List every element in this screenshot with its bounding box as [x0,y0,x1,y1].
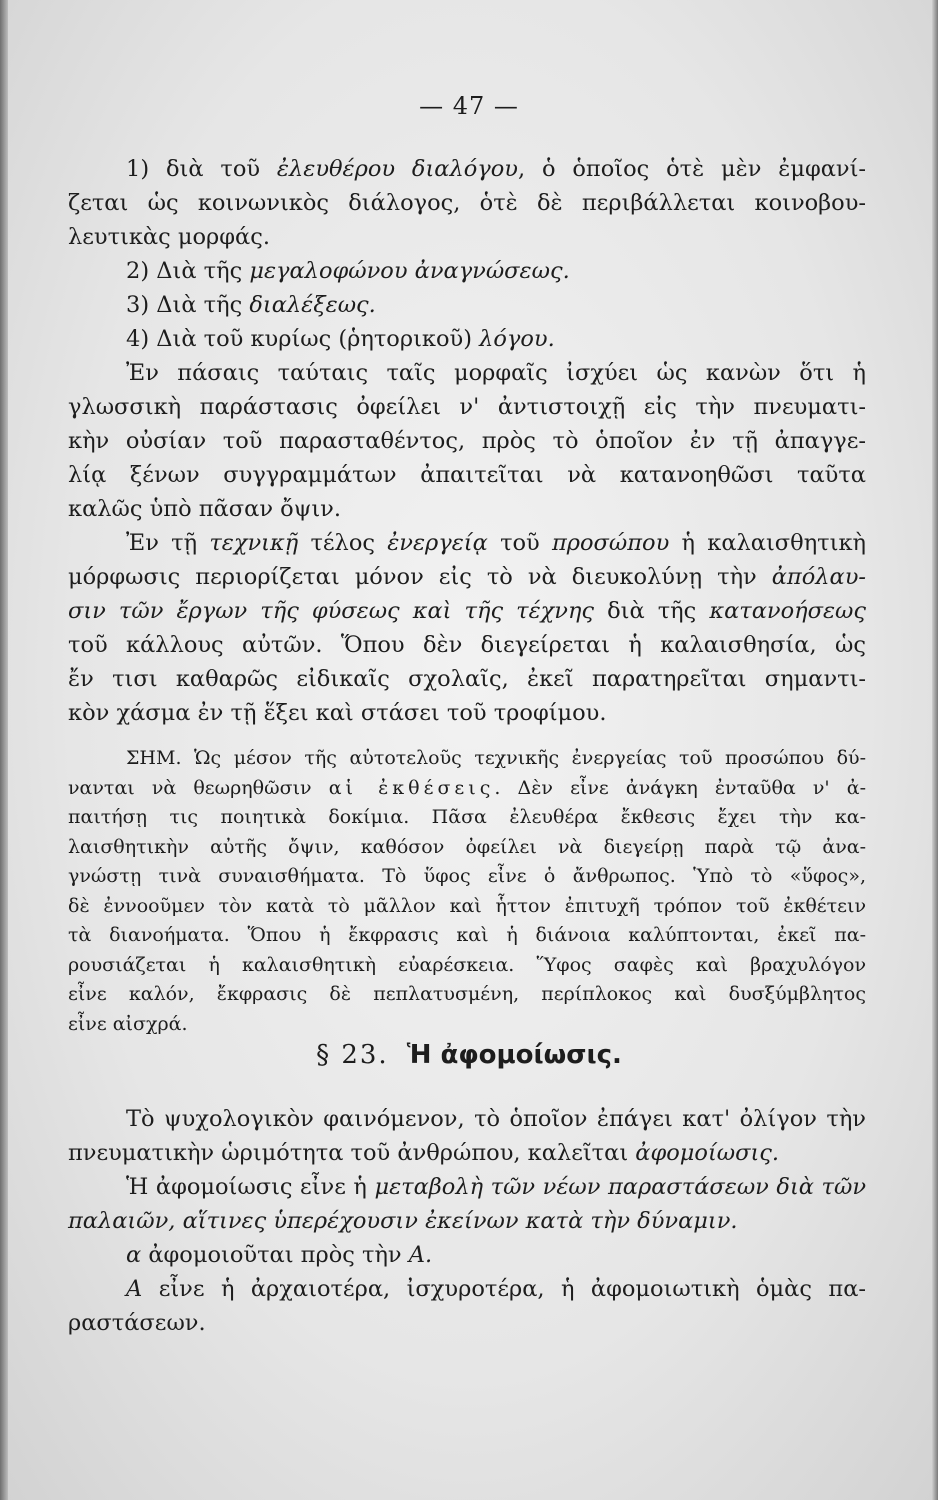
text-line: μόρφωσις περιορίζεται μόνον εἰς τὸ νὰ διευκολύνῃ τὴν ἀπόλαυ- [68,564,866,590]
note-line: γνώστῃ τινὰ συναισθήματα. Τὸ ὕφος εἶνε ὁ ἄνθρωπος. Ὑπὸ τὸ «ὕφος», [68,865,866,887]
note-line: τὰ διανοήματα. Ὅπου ἡ ἔκφρασις καὶ ἡ διάνοια καλύπτονται, ἐκεῖ πα- [68,924,866,946]
text-line: κὴν οὐσίαν τοῦ παρασταθέντος, πρὸς τὸ ὁποῖον ἐν τῇ ἀπαγγε- [68,428,866,454]
text-line: Ἡ ἀφομοίωσις εἶνε ἡ μεταβολὴ τῶν νέων παραστάσεων διὰ τῶν [126,1174,866,1200]
main-text-block-2 [68,1102,866,1340]
text-line: ζεται ὡς κοινωνικὸς διάλογος, ὁτὲ δὲ περιβάλλεται κοινοβου- [68,190,866,216]
text-line: λευτικὰς μορφάς. [68,224,270,250]
page-right-edge-shadow [932,0,938,1500]
section-heading [0,1040,938,1070]
note-line: παιτήσῃ τις ποιητικὰ δοκίμια. Πᾶσα ἐλευθέρα ἔκθεσις ἔχει τὴν κα- [68,806,866,828]
text-line: πνευματικὴν ὡριμότητα τοῦ ἀνθρώπου, καλεῖται ἀφομοίωσις. [68,1140,780,1166]
page-number: — 47 — [419,92,519,120]
text-line: Α εἶνε ἡ ἀρχαιοτέρα, ἰσχυροτέρα, ἡ ἀφομοιωτικὴ ὁμὰς πα- [126,1276,866,1302]
note-line: δὲ ἐννοοῦμεν τὸν κατὰ τὸ μᾶλλον καὶ ἧττον ἐπιτυχῆ τρόπον τοῦ ἐκθέτειν [68,894,866,917]
footnote-block [68,744,866,1039]
text-line: α ἀφομοιοῦται πρὸς τὴν Α. [126,1242,433,1268]
note-line: εἶνε καλόν, ἔκφρασις δὲ πεπλατυσμένη, περίπλοκος καὶ δυσξύμβλητος [68,983,866,1005]
text-line: 4) Διὰ τοῦ κυρίως (ῥητορικοῦ) λόγου. [126,326,555,352]
text-line: κὸν χάσμα ἐν τῇ ἕξει καὶ στάσει τοῦ τροφίμου. [68,700,607,726]
text-line: καλῶς ὑπὸ πᾶσαν ὄψιν. [68,496,341,522]
note-line: ρουσιάζεται ἡ καλαισθητικὴ εὐαρέσκεια. Ὕφος σαφὲς καὶ βραχυλόγον [68,953,866,976]
note-line: ΣΗΜ. Ὡς μέσον τῆς αὐτοτελοῦς τεχνικῆς ἐνεργείας τοῦ προσώπου δύ- [126,747,866,769]
text-line: Τὸ ψυχολογικὸν φαινόμενον, τὸ ὁποῖον ἐπάγει κατ' ὀλίγον τὴν [126,1106,866,1132]
text-line: Ἐν τῇ τεχνικῇ τέλος ἐνεργείᾳ τοῦ προσώπου ἡ καλαισθητικὴ [126,530,866,556]
text-line: ἔν τισι καθαρῶς εἰδικαῖς σχολαῖς, ἐκεῖ παρατηρεῖται σημαντι- [68,666,866,692]
text-line: τοῦ κάλλους αὐτῶν. Ὅπου δὲν διεγείρεται ἡ καλαισθησία, ὡς [68,632,866,658]
text-line: 3) Διὰ τῆς διαλέξεως. [126,292,376,318]
main-text-block-1 [68,152,866,730]
text-line: 1) διὰ τοῦ ἐλευθέρου διαλόγου, ὁ ὁποῖος ὁτὲ μὲν ἐμφανί- [126,156,866,182]
note-line: νανται νὰ θεωρηθῶσιν αἱ ἐκθέσεις. Δὲν εἶνε ἀνάγκη ἐνταῦθα ν' ἀ- [68,776,866,799]
text-line: Ἐν πάσαις ταύταις ταῖς μορφαῖς ἰσχύει ὡς κανὼν ὅτι ἡ [126,360,866,386]
section-title: Ἡ ἀφομοίωσις. [406,1040,622,1070]
note-line: εἶνε αἰσχρά. [68,1012,188,1035]
section-number: § 23. [316,1040,389,1070]
text-line: σιν τῶν ἔργων τῆς φύσεως καὶ τῆς τέχνης διὰ τῆς κατανοήσεως [68,598,866,624]
text-line: λίᾳ ξένων συγγραμμάτων ἀπαιτεῖται νὰ κατανοηθῶσι ταῦτα [68,462,866,488]
text-line: παλαιῶν, αἵτινες ὑπερέχουσιν ἐκείνων κατὰ τὴν δύναμιν. [68,1208,738,1234]
note-line: λαισθητικὴν αὐτῆς ὄψιν, καθόσον ὀφείλει νὰ διεγείρῃ παρὰ τῷ ἀνα- [68,835,866,858]
text-line: ραστάσεων. [68,1310,206,1336]
text-line: γλωσσικὴ παράστασις ὀφείλει ν' ἀντιστοιχῇ εἰς τὴν πνευματι- [68,394,866,420]
page-left-edge-shadow [0,0,8,1500]
text-line: 2) Διὰ τῆς μεγαλοφώνου ἀναγνώσεως. [126,258,570,284]
